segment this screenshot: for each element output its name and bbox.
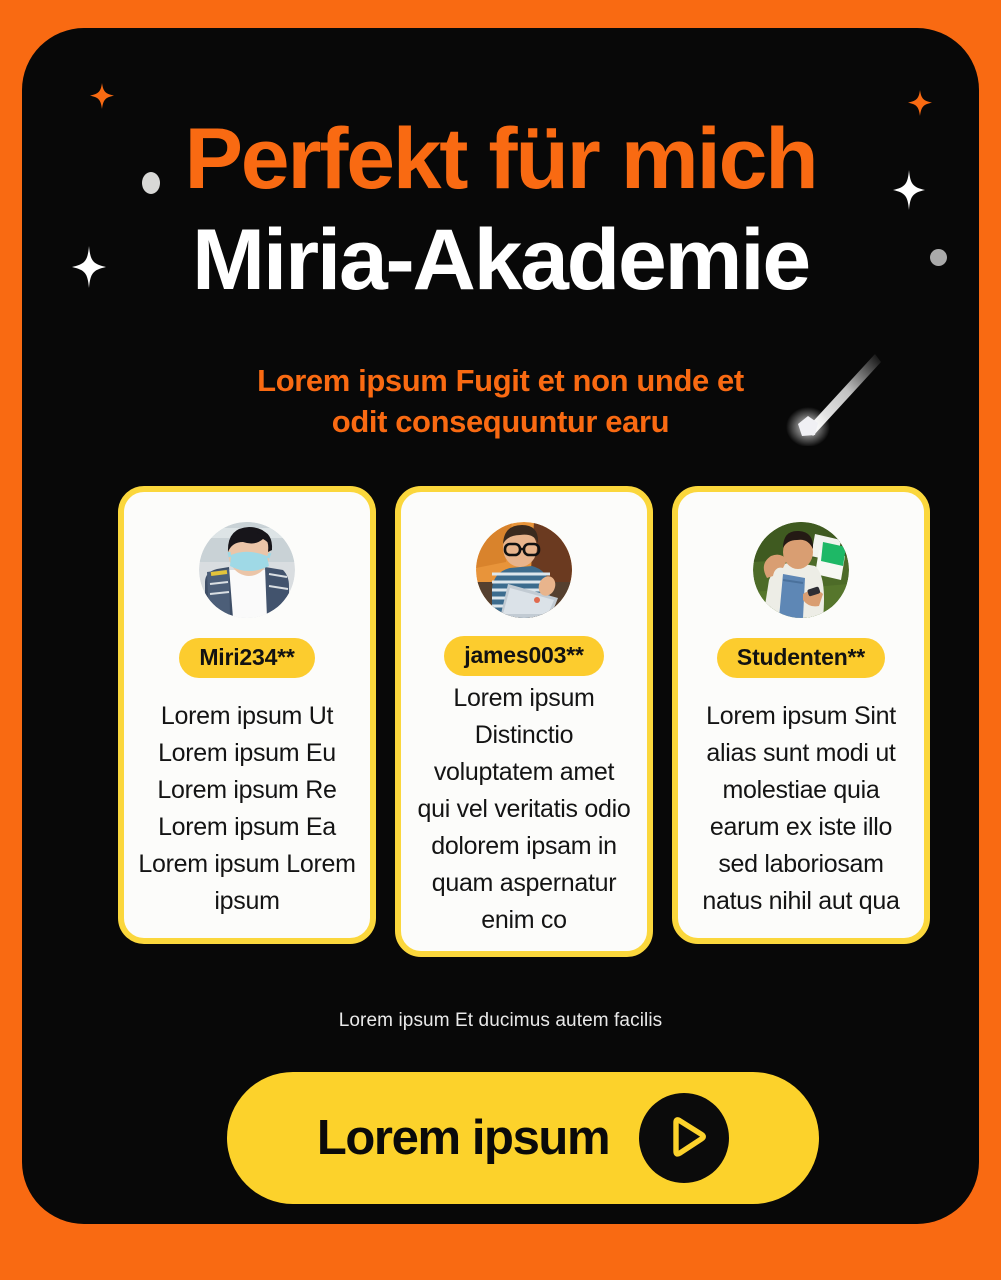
username-badge: Studenten** [717, 638, 885, 678]
cta-label: Lorem ipsum [316, 1110, 610, 1165]
orange-sparkle-top-right-icon [908, 90, 932, 116]
orange-sparkle-top-left-icon [90, 83, 114, 109]
avatar [476, 522, 572, 618]
headline-line-1: Perfekt für mich [184, 111, 817, 207]
subtitle-line-2: odit consequuntur earu [331, 403, 670, 439]
headline [22, 111, 979, 308]
username-badge: james003** [444, 636, 604, 676]
caption-text: Lorem ipsum Et ducimus autem facilis [338, 1010, 663, 1031]
testimonial-card[interactable] [395, 486, 653, 957]
play-icon[interactable] [639, 1093, 729, 1183]
testimonial-quote: Lorem ipsum Sint alias sunt modi ut molestiae quia earum ex iste illo sed laboriosam natus nihil aut qua [702, 702, 900, 915]
avatar [199, 522, 295, 618]
subtitle-line-1: Lorem ipsum Fugit et non unde et [257, 363, 744, 398]
avatar [753, 522, 849, 618]
testimonial-quote: Lorem ipsum Distinctio voluptatem amet qui vel veritatis odio dolorem ipsam in quam aspernatur enim co [417, 684, 631, 934]
subtitle [22, 361, 979, 443]
poster-panel [22, 28, 979, 1224]
testimonial-card[interactable] [672, 486, 930, 944]
cta-button[interactable] [227, 1072, 819, 1204]
testimonial-quote: Lorem ipsum Ut Lorem ipsum Eu Lorem ipsum Re Lorem ipsum Ea Lorem ipsum Lorem ipsum [138, 702, 356, 915]
username-badge: Miri234** [179, 638, 314, 678]
testimonial-card-list [118, 486, 930, 957]
headline-line-2: Miria-Akademie [191, 211, 809, 308]
testimonial-card[interactable] [118, 486, 376, 944]
